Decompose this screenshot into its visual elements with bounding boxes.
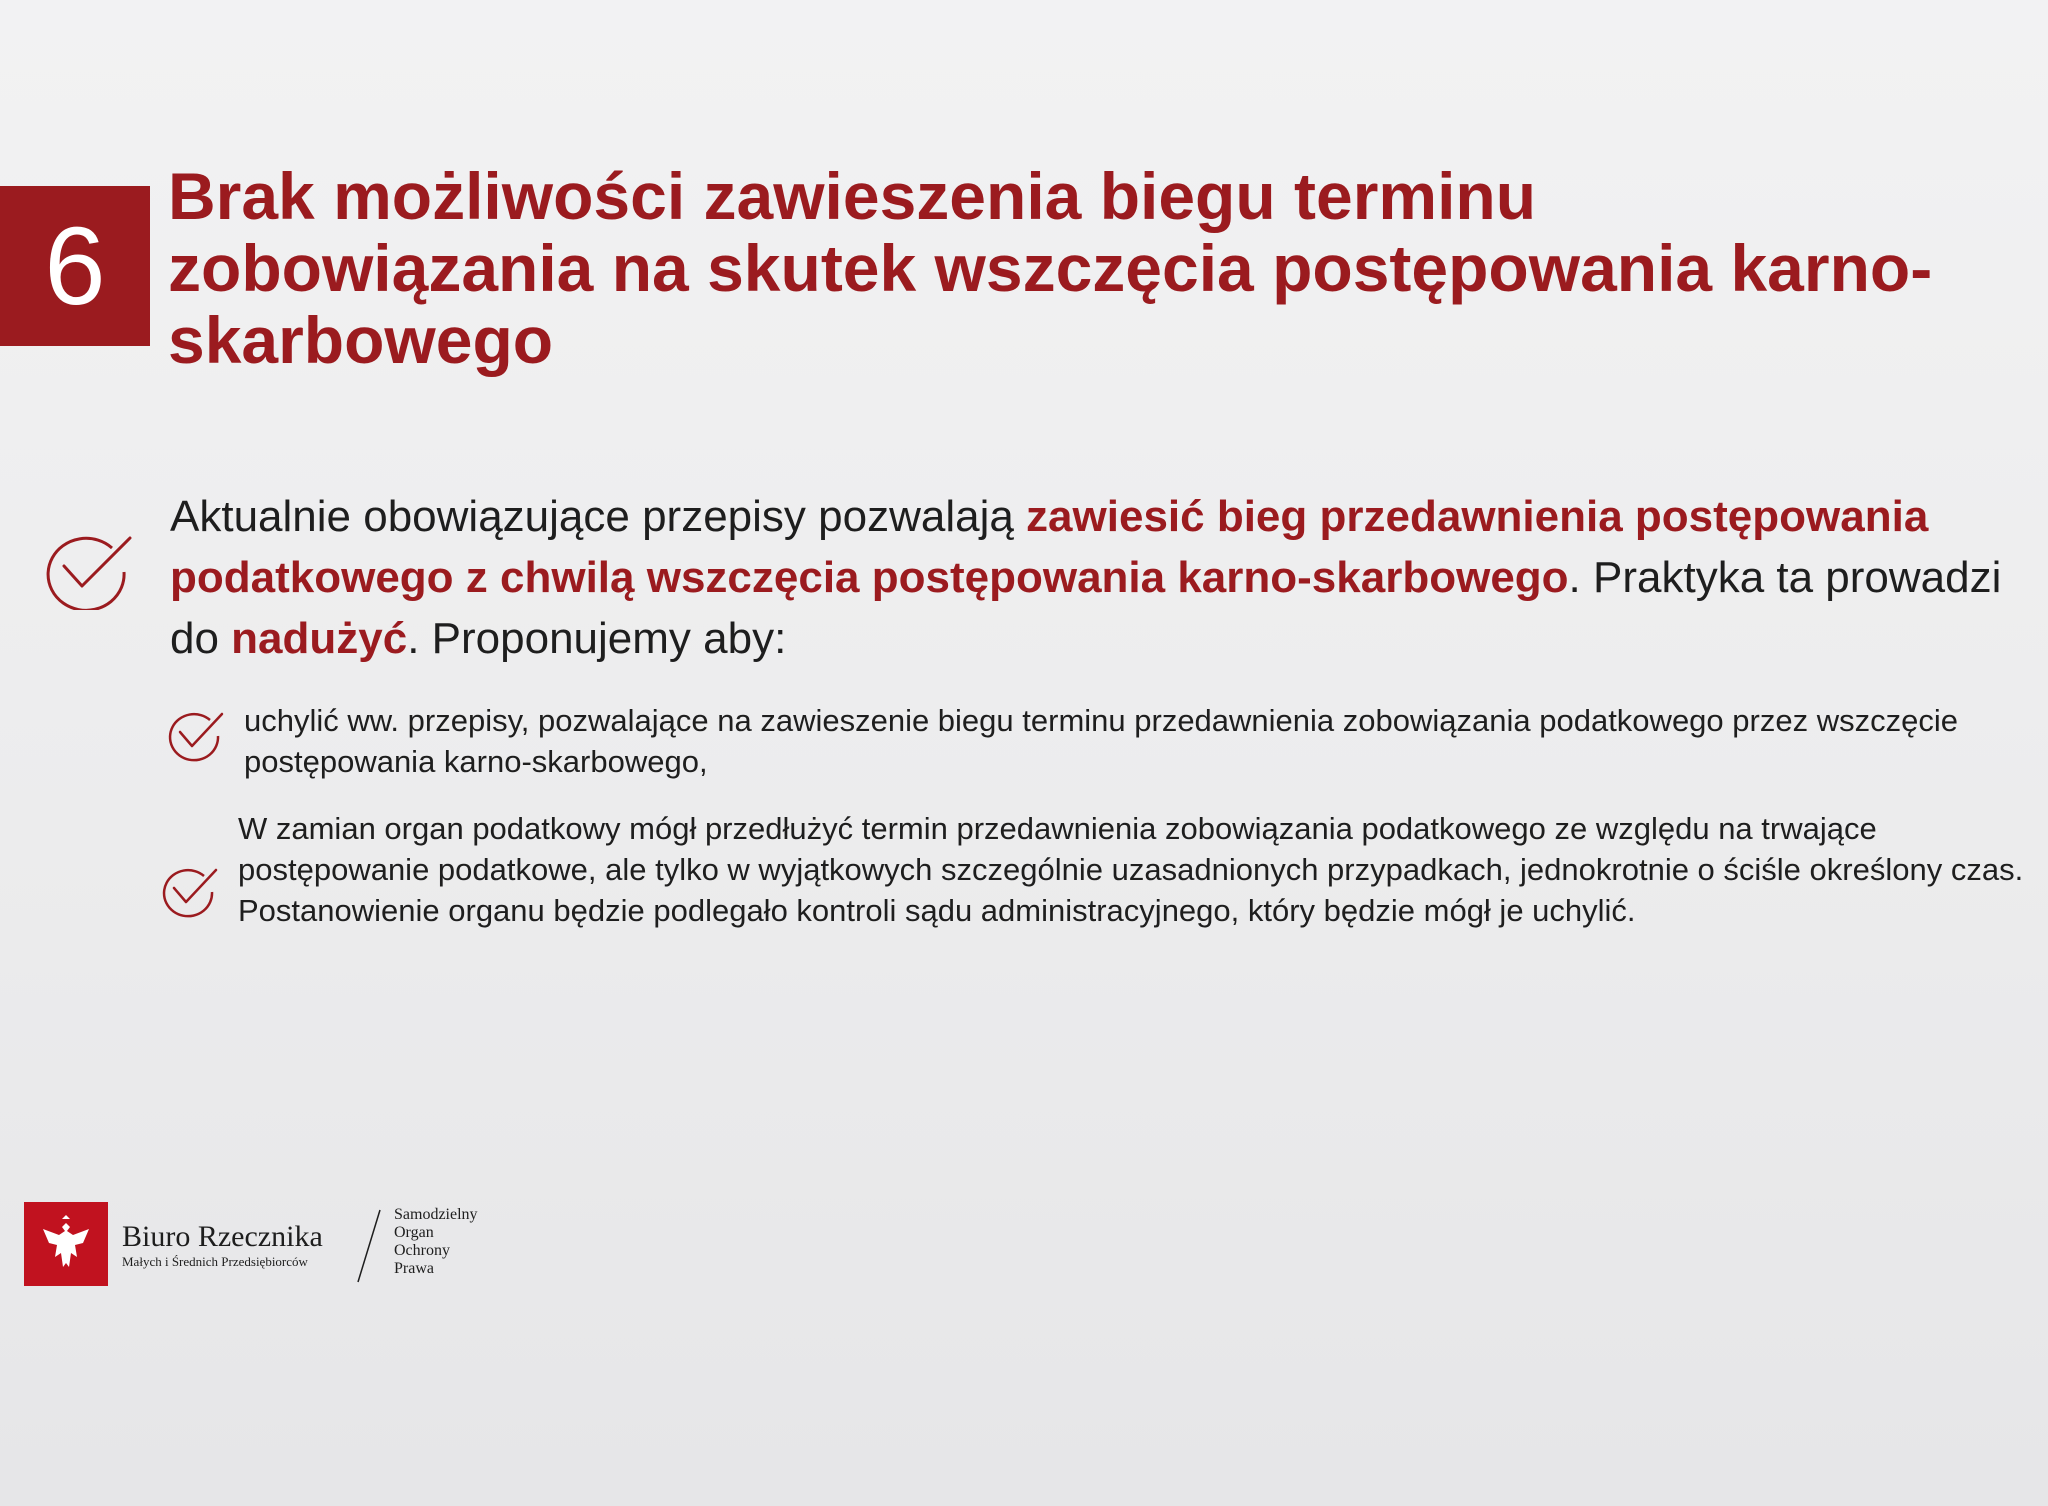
org-tag-line: Samodzielny [394,1206,478,1223]
bullet-extend-deadline: W zamian organ podatkowy mógł przedłużyć termin przedawnienia zobowiązania podatkowego ze względu na trwające postępowanie podatkowe, ale tylko w wyjątkowych szczególnie uzasadnionych przypadkach, jednokrotnie o ściśle określony czas. Postanowienie organu będzie podlegało kontroli sądu administracyjnego, który będzie mógł je uchylić. [238,811,2024,928]
org-tag-line: Prawa [394,1260,434,1277]
bullet-repeal-provisions: uchylić ww. przepisy, pozwalające na zawieszenie biegu terminu przedawnienia zobowiązania podatkowego przez wszczęcie postępowania karno-skarbowego, [244,703,1958,779]
org-subtitle: Małych i Średnich Przedsiębiorców [122,1254,308,1269]
section-title: Brak możliwości zawieszenia biegu terminu zobowiązania na skutek wszczęcia postępowania karno-skarbowego [168,159,1933,377]
eagle-emblem-icon [24,1202,108,1286]
organization-logo [24,1202,504,1290]
lead-intro: Aktualnie obowiązujące przepisy pozwalają [170,492,1027,541]
check-circle-icon [158,864,218,918]
org-tag-line: Ochrony [394,1242,450,1259]
lead-mid: . Praktyka ta prowadzi do [170,553,2002,663]
lead-outro: . Proponujemy aby: [407,614,787,663]
lead-highlight-abuse: nadużyć [231,614,408,663]
org-name: Biuro Rzecznika [122,1220,323,1253]
lead-highlight-suspension: zawiesić bieg przedawnienia postępowania podatkowego z chwilą wszczęcia postępowania karno-skarbowego [170,492,1929,602]
org-tag-line: Organ [394,1224,434,1241]
check-circle-icon [164,708,224,762]
section-number-badge [0,186,150,346]
divider-slash [354,1208,384,1284]
lead-paragraph [170,486,2030,669]
org-tagline [394,1206,478,1278]
section-number: 6 [44,204,106,328]
check-circle-icon [40,528,132,610]
